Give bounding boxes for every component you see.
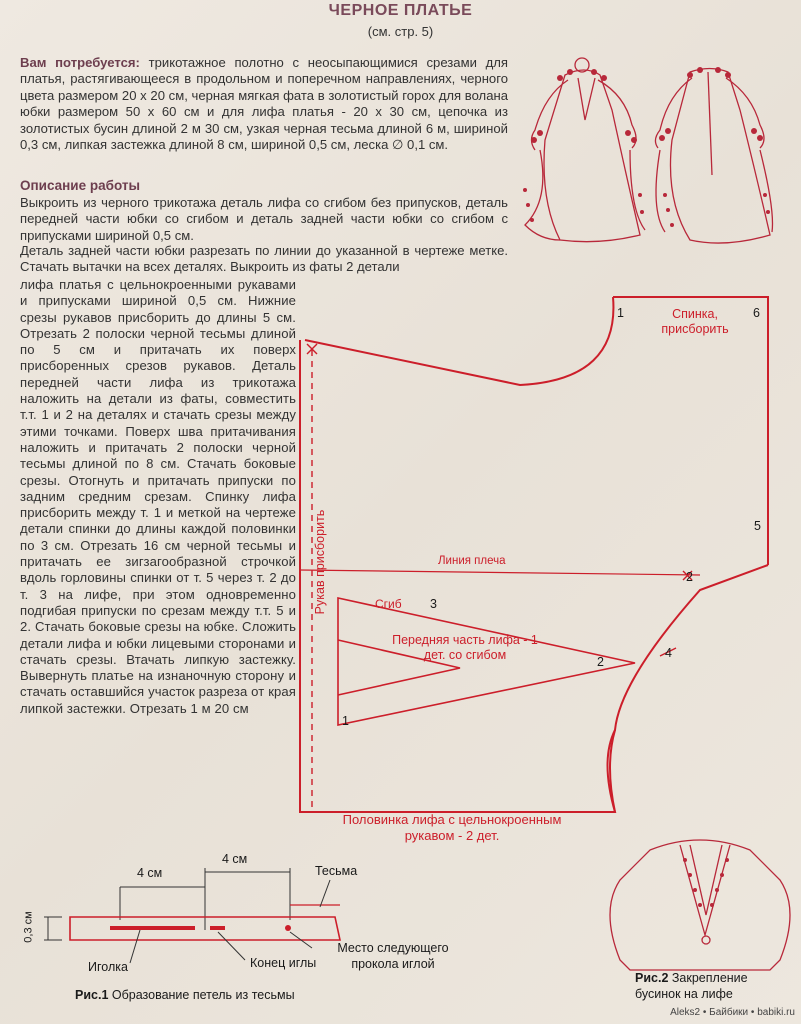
point-label-3: 3 (430, 597, 437, 611)
work-paragraph-1: Выкроить из черного трикотажа деталь лифа со сгибом без припусков, деталь передней части юбки со сгибом и деталь задней части юбки со сгибом с припусками шириной 0,5 см. (20, 195, 508, 243)
site-watermark: Aleks2 • Байбики • babiki.ru (670, 1007, 795, 1018)
point-label-5: 5 (754, 519, 761, 533)
point-label-1-top: 1 (617, 306, 624, 320)
dress-front-beads (523, 69, 644, 222)
fig2-caption (635, 970, 785, 1002)
fig1-needle-label: Иголка (88, 960, 128, 974)
fig1-caption-text: Образование петель из тесьмы (108, 988, 295, 1002)
fig1-dimension-1: 4 см (137, 866, 163, 880)
fig1-next-puncture-label: Место следующего прокола иглой (337, 941, 449, 971)
fig2-caption-number: Рис.2 (635, 971, 669, 985)
back-piece-label: Спинка, присборить (661, 307, 729, 336)
dress-back-beads (659, 67, 770, 227)
pattern-bodice-half (300, 340, 768, 812)
point-label-1-front: 1 (342, 714, 349, 728)
work-paragraph-3: лифа платья с цельнокроенными рукавами и припусками шириной 0,5 см. Нижние срезы рукавов присборить до длины 5 см. Отрезать 2 полоски черной тесьмы длиной по 5 см и притачать их поверх присборенных срезов рукавов. Деталь передней части лифа из трикотажа наложить на детали из фаты, совместить т.т. 1 и 2 на деталях и стачать срезы между этими точками. Поверх шва притачивания наложить и притачать 2 полоски черной тесьмы длиной по 8 см. Стачать боковые срезы. Отогнуть и притачать припуски по задним средним срезам. Спинку лифа присборить между т. 1 и меткой на чертеже детали спинки до длины каждой половинки по 3 см. Отрезать 16 см черной тесьмы и притачать ее зигзагообразной строчкой вдоль горловины спинки от т. 5 через т. 2 до т. 3 на лифе, при этом одновременно подгибая припуски по срезам между т.т. 5 и 2. Стачать боковые срезы на юбке. Сложить детали лифа и юбки лицевыми сторонами и стачать срезы. Втачать липкую застежку. Вывернуть платье на изнаночную сторону и стачать оставшийся участок разреза от края липкой застежки. Отрезать 1 м 20 см (20, 277, 296, 716)
point-label-2-front: 2 (597, 655, 604, 669)
dress-back-drawing (655, 69, 772, 244)
bodice-half-label: Половинка лифа с цельнокроенным рукавом - 2 дет. (342, 812, 562, 843)
pattern-back-piece (305, 297, 768, 565)
fig1-height-dimension: 0,3 см (22, 911, 35, 943)
fig1-dimension-2: 4 см (222, 852, 248, 866)
point-label-6: 6 (753, 306, 760, 320)
point-label-2-shoulder: 2 (686, 570, 693, 584)
materials-text: трикотажное полотно с неосыпающимися срезами для платья, растягивающееся в продольном и поперечном направлениях, черного цвета размером 20 х 20 см, черная мягкая фата в золотистый горох для волана юбки размером 50 х 60 см и для лифа платья - 20 х 30 см, цепочка из золотистых бусин длиной 2 м 30 см, узкая черная тесьма длиной 6 м, шириной 0,3 см, липкая застежка длиной 8 см, шириной 0,5 см, леска ∅ 0,1 см. (20, 55, 508, 153)
fig1-tape-label: Тесьма (315, 864, 358, 878)
page-title: ЧЕРНОЕ ПЛАТЬЕ (328, 2, 473, 19)
fold-label: Сгиб (375, 597, 402, 611)
dress-front-drawing (525, 58, 645, 242)
fig1-caption (75, 988, 295, 1002)
fig1-needle-end-label: Конец иглы (250, 956, 317, 970)
sleeve-gather-label: Рукав присборить (313, 509, 327, 615)
materials-label: Вам потребуется: (20, 55, 140, 70)
work-paragraph-2: Деталь задней части юбки разрезать по линии до указанной в чертеже метке. Стачать вытачки на всех деталях. Выкроить из фаты 2 детали (20, 243, 508, 275)
fig2-caption-text: Закрепление бусинок на лифе (635, 971, 748, 1001)
front-piece-label: Передняя часть лифа - 1 дет. со сгибом (392, 633, 538, 662)
work-heading: Описание работы (20, 178, 140, 193)
fig1-drawing (44, 868, 340, 963)
shoulder-line-label: Линия плеча (438, 555, 506, 567)
fig1-caption-number: Рис.1 (75, 988, 109, 1002)
point-label-4: 4 (665, 646, 672, 660)
shoulder-line (300, 570, 700, 575)
page-subtitle: (см. стр. 5) (367, 24, 434, 39)
